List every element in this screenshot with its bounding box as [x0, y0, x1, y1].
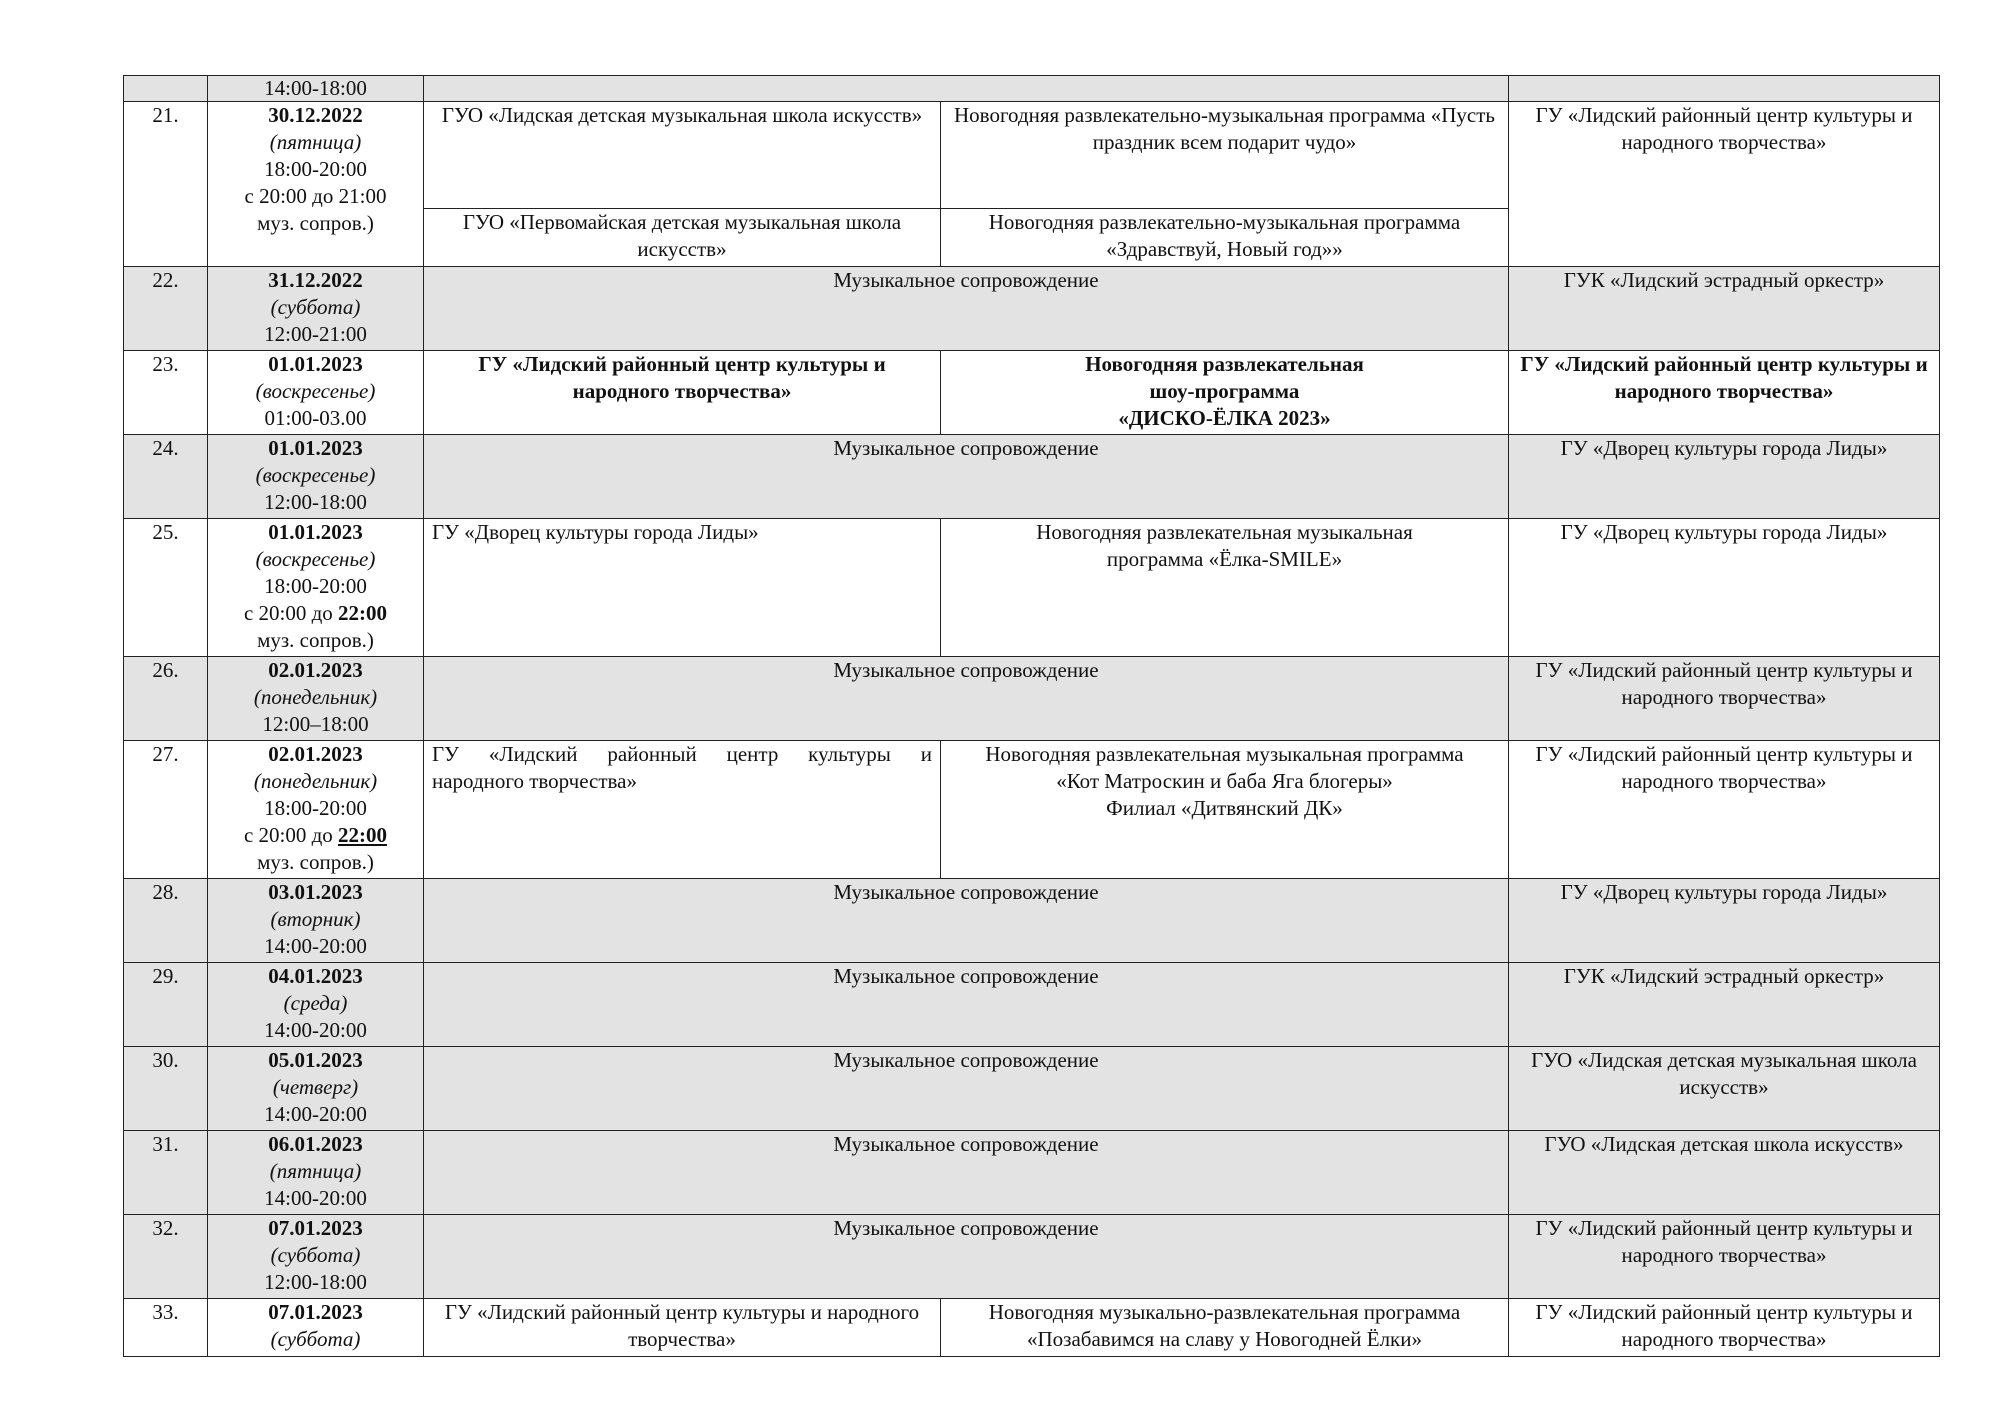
- responsible-cell: ГУК «Лидский эстрадный оркестр»: [1509, 267, 1940, 351]
- date-cell: 04.01.2023 (среда) 14:00-20:00: [208, 963, 424, 1047]
- responsible-cell: ГУ «Дворец культуры города Лиды»: [1509, 879, 1940, 963]
- table-row: [124, 1047, 1940, 1131]
- program-cell: Новогодняя музыкально-развлекательная программа «Позабавимся на славу у Новогодней Ёлки»: [941, 1299, 1509, 1357]
- event-cell: Музыкальное сопровождение: [424, 1047, 1509, 1131]
- table-row: [124, 1215, 1940, 1299]
- responsible-cell: ГУ «Лидский районный центр культуры и народного творчества»: [1509, 102, 1940, 267]
- table-row: [124, 435, 1940, 519]
- event-cell: Музыкальное сопровождение: [424, 1215, 1509, 1299]
- row-number: 23.: [124, 351, 208, 435]
- date-cell: 01.01.2023 (воскресенье) 01:00-03.00: [208, 351, 424, 435]
- table-row: [124, 102, 1940, 209]
- responsible-cell: ГУК «Лидский эстрадный оркестр»: [1509, 963, 1940, 1047]
- responsible-cell: ГУ «Лидский районный центр культуры и народного творчества»: [1509, 1215, 1940, 1299]
- date-cell: 03.01.2023 (вторник) 14:00-20:00: [208, 879, 424, 963]
- date-cell: 14:00-18:00: [208, 76, 424, 102]
- table-row: [124, 1299, 1940, 1357]
- date-cell: 31.12.2022 (суббота) 12:00-21:00: [208, 267, 424, 351]
- row-number: 25.: [124, 519, 208, 657]
- date-cell: 05.01.2023 (четверг) 14:00-20:00: [208, 1047, 424, 1131]
- event-cell: Музыкальное сопровождение: [424, 657, 1509, 741]
- date-cell: 06.01.2023 (пятница) 14:00-20:00: [208, 1131, 424, 1215]
- row-number: 32.: [124, 1215, 208, 1299]
- program-cell: Новогодняя развлекательная музыкальная программа «Кот Матроскин и баба Яга блогеры» Филиал «Дитвянский ДК»: [941, 741, 1509, 879]
- table-row: [124, 351, 1940, 435]
- date-cell: 02.01.2023 (понедельник) 12:00–18:00: [208, 657, 424, 741]
- table-row: [124, 1131, 1940, 1215]
- table-row: [124, 879, 1940, 963]
- responsible-cell: ГУ «Лидский районный центр культуры и народного творчества»: [1509, 657, 1940, 741]
- date-cell: 01.01.2023 (воскресенье) 12:00-18:00: [208, 435, 424, 519]
- organizer-cell: ГУ «Лидский районный центр культуры и народного творчества»: [424, 1299, 941, 1357]
- event-cell: [424, 76, 1509, 102]
- event-cell: Музыкальное сопровождение: [424, 879, 1509, 963]
- date-cell: 02.01.2023 (понедельник) 18:00-20:00 с 20:00 до 22:00 муз. сопров.): [208, 741, 424, 879]
- event-cell: Музыкальное сопровождение: [424, 1131, 1509, 1215]
- organizer-cell: ГУ «Лидский районный центр культуры и народного творчества»: [424, 741, 941, 879]
- responsible-cell: ГУ «Лидский районный центр культуры и народного творчества»: [1509, 741, 1940, 879]
- row-number: 29.: [124, 963, 208, 1047]
- organizer-cell: ГУО «Первомайская детская музыкальная школа искусств»: [424, 209, 941, 267]
- responsible-cell: ГУ «Лидский районный центр культуры и народного творчества»: [1509, 351, 1940, 435]
- program-cell: Новогодняя развлекательно-музыкальная программа «Пусть праздник всем подарит чудо»: [941, 102, 1509, 209]
- program-cell: Новогодняя развлекательно-музыкальная программа «Здравствуй, Новый год»»: [941, 209, 1509, 267]
- row-number: 30.: [124, 1047, 208, 1131]
- row-number: 22.: [124, 267, 208, 351]
- table-row: [124, 519, 1940, 657]
- program-cell: Новогодняя развлекательная музыкальная программа «Ёлка-SMILE»: [941, 519, 1509, 657]
- row-number: 27.: [124, 741, 208, 879]
- table-row: [124, 657, 1940, 741]
- event-cell: Музыкальное сопровождение: [424, 435, 1509, 519]
- row-number: 21.: [124, 102, 208, 267]
- row-number: 28.: [124, 879, 208, 963]
- table-row: [124, 267, 1940, 351]
- organizer-cell: ГУ «Дворец культуры города Лиды»: [424, 519, 941, 657]
- responsible-cell: ГУ «Лидский районный центр культуры и народного творчества»: [1509, 1299, 1940, 1357]
- organizer-cell: ГУ «Лидский районный центр культуры и народного творчества»: [424, 351, 941, 435]
- row-number: 33.: [124, 1299, 208, 1357]
- date-cell: 07.01.2023 (суббота) 12:00-18:00: [208, 1215, 424, 1299]
- table-row: [124, 963, 1940, 1047]
- row-number: 31.: [124, 1131, 208, 1215]
- organizer-cell: ГУО «Лидская детская музыкальная школа искусств»: [424, 102, 941, 209]
- date-cell: 30.12.2022 (пятница) 18:00-20:00 с 20:00 до 21:00 муз. сопров.): [208, 102, 424, 267]
- program-cell: Новогодняя развлекательная шоу-программа «ДИСКО-ЁЛКА 2023»: [941, 351, 1509, 435]
- event-cell: Музыкальное сопровождение: [424, 963, 1509, 1047]
- responsible-cell: ГУ «Дворец культуры города Лиды»: [1509, 519, 1940, 657]
- responsible-cell: ГУО «Лидская детская музыкальная школа искусств»: [1509, 1047, 1940, 1131]
- row-number: [124, 76, 208, 102]
- responsible-cell: [1509, 76, 1940, 102]
- row-number: 26.: [124, 657, 208, 741]
- table-row: [124, 76, 1940, 102]
- row-number: 24.: [124, 435, 208, 519]
- responsible-cell: ГУО «Лидская детская школа искусств»: [1509, 1131, 1940, 1215]
- responsible-cell: ГУ «Дворец культуры города Лиды»: [1509, 435, 1940, 519]
- date-cell: 07.01.2023 (суббота): [208, 1299, 424, 1357]
- table-row: [124, 741, 1940, 879]
- date-cell: 01.01.2023 (воскресенье) 18:00-20:00 с 20:00 до 22:00 муз. сопров.): [208, 519, 424, 657]
- schedule-table: [123, 75, 1940, 1357]
- event-cell: Музыкальное сопровождение: [424, 267, 1509, 351]
